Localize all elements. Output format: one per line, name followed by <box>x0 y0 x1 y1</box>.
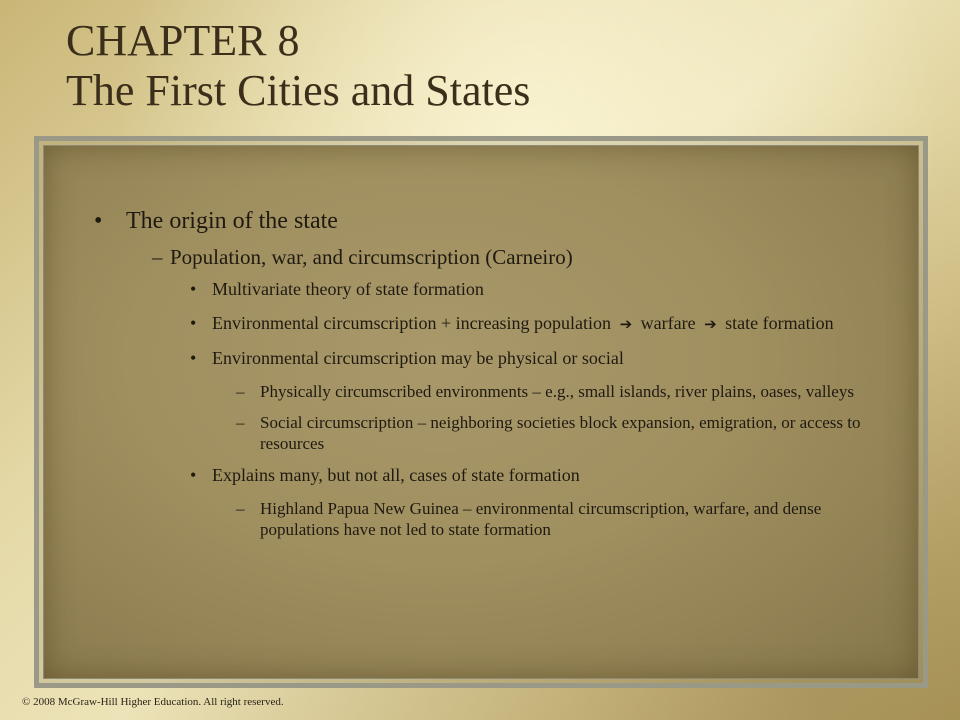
bullet-physically-circumscribed <box>94 381 904 402</box>
bullet-marker: • <box>190 313 197 333</box>
bullet-carneiro-text: Population, war, and circumscription (Carneiro) <box>170 245 573 269</box>
right-arrow-icon: ➔ <box>704 315 717 333</box>
bullet-env-text-b: warfare <box>640 313 696 333</box>
bullet-explains <box>94 464 904 486</box>
right-arrow-icon: ➔ <box>619 315 633 333</box>
content-panel <box>43 145 919 679</box>
bullet-papua <box>94 498 904 540</box>
dash-marker: – <box>236 499 245 518</box>
bullet-marker: • <box>190 279 197 299</box>
copyright-footer: © 2008 McGraw-Hill Higher Education. All right reserved. <box>22 696 284 708</box>
dash-marker: – <box>152 245 163 269</box>
bullet-physical-or-social-text: Environmental circumscription may be physical or social <box>212 348 624 368</box>
bullet-multivariate <box>94 278 904 300</box>
slide-title-line-1: CHAPTER 8 <box>66 16 300 65</box>
slide-title-line-2: The First Cities and States <box>66 66 531 115</box>
bullet-origin-text: The origin of the state <box>126 208 338 234</box>
bullet-social-circumscription <box>94 412 904 454</box>
bullet-explains-text: Explains many, but not all, cases of state formation <box>212 465 580 485</box>
bullet-env-text-a: Environmental circumscription + increasing population <box>212 313 612 333</box>
bullet-social-text: Social circumscription – neighboring societies block expansion, emigration, or access to resources <box>260 413 861 453</box>
dash-marker: – <box>236 382 245 401</box>
bullet-origin <box>94 206 904 236</box>
slide-title <box>66 16 926 116</box>
bullet-physical-or-social <box>94 347 904 369</box>
content-frame <box>34 136 928 688</box>
bullet-papua-text: Highland Papua New Guinea – environmental circumscription, warfare, and dense populations have not led to state formation <box>260 499 822 539</box>
bullet-marker: • <box>190 348 197 368</box>
bullet-carneiro <box>94 244 904 270</box>
bullet-marker: • <box>190 465 197 485</box>
bullet-env-text-c: state formation <box>725 313 834 333</box>
bullet-list <box>94 206 904 550</box>
bullet-marker: • <box>94 208 103 234</box>
dash-marker: – <box>236 413 245 432</box>
bullet-physically-text: Physically circumscribed environments – e.g., small islands, river plains, oases, valleys <box>260 382 854 401</box>
bullet-multivariate-text: Multivariate theory of state formation <box>212 279 484 299</box>
bullet-environmental-warfare <box>94 312 904 335</box>
